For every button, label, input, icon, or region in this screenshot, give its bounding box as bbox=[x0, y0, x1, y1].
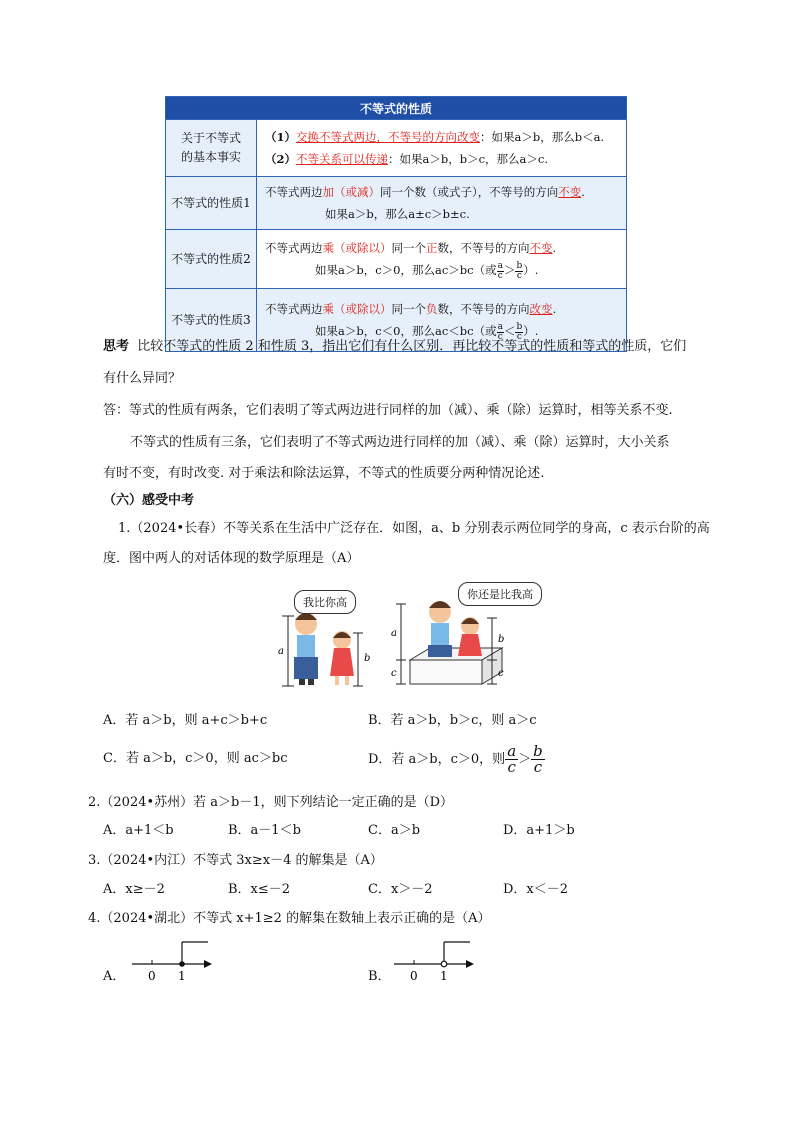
q1-text-2: 度．图中两人的对话体现的数学原理是（A） bbox=[103, 551, 360, 566]
q4-option-a-label: A． bbox=[103, 969, 126, 984]
row-content: （1）交换不等式两边，不等号的方向改变：如果a＞b，那么b＜a. （2）不等关系可以传递：如果a＞b，b＞c，那么a＞c. bbox=[257, 120, 627, 177]
q3-option-a: A．x≥－2 bbox=[103, 882, 165, 897]
think-question-2: 有什么异同？ bbox=[103, 371, 182, 386]
label-b: b bbox=[498, 634, 505, 645]
table-row bbox=[166, 177, 627, 230]
tick-label-0: 0 bbox=[148, 969, 156, 983]
q1-option-b: B．若 a＞b，b＞c，则 a＞c bbox=[368, 713, 537, 728]
q3-option-d: D．x＜－2 bbox=[503, 882, 569, 897]
label-a: a bbox=[278, 646, 284, 657]
q4-text: 4.（2024•湖北）不等式 x+1≥2 的解集在数轴上表示正确的是（A） bbox=[88, 911, 491, 926]
label-a: a bbox=[391, 628, 397, 639]
speech-bubble-left: 我比你高 bbox=[294, 590, 356, 614]
row-label: 不等式的性质1 bbox=[166, 177, 257, 230]
solid-dot-icon bbox=[179, 961, 185, 967]
number-line-a bbox=[128, 938, 218, 990]
table-row bbox=[166, 120, 627, 177]
row-label: 不等式的性质3 bbox=[166, 289, 257, 352]
tick-label-1: 1 bbox=[178, 969, 186, 983]
row-label: 不等式的性质2 bbox=[166, 230, 257, 289]
table-title: 不等式的性质 bbox=[166, 97, 627, 120]
q3-text: 3.（2024•内江）不等式 3x≥x－4 的解集是（A） bbox=[88, 853, 383, 868]
label-c: c bbox=[498, 668, 504, 679]
section-title: （六）感受中考 bbox=[103, 493, 195, 508]
q2-text: 2.（2024•苏州）若 a＞b－1，则下列结论一定正确的是（D） bbox=[88, 795, 454, 810]
hollow-dot-icon bbox=[441, 961, 447, 967]
row-content: 不等式两边加（或减）同一个数（或式子），不等号的方向不变. 如果a＞b，那么a±c＞b±c. bbox=[257, 177, 627, 230]
think-answer-2: 不等式的性质有三条，它们表明了不等式两边进行同样的加（减）、乘（除）运算时，大小关系 bbox=[130, 435, 670, 450]
q4-option-b-label: B． bbox=[368, 969, 391, 984]
tick-label-0: 0 bbox=[410, 969, 418, 983]
q1-option-d: D．若 a＞b，c＞0，则 $\frac{a}{c}$ ＞ $\frac{b}{c}$ bbox=[368, 742, 543, 776]
q2-option-c: C．a＞b bbox=[368, 823, 421, 838]
q1-option-a: A．若 a＞b，则 a+c＞b+c bbox=[103, 713, 268, 728]
properties-table bbox=[165, 96, 627, 352]
q2-option-b: B．a－1＜b bbox=[228, 823, 301, 838]
think-answer-1: 答：等式的性质有两条，它们表明了等式两边进行同样的加（减）、乘（除）运算时，相等关系不变. bbox=[103, 403, 673, 418]
q3-option-c: C．x＞－2 bbox=[368, 882, 433, 897]
speech-bubble-right: 你还是比我高 bbox=[458, 582, 542, 606]
label-b: b bbox=[364, 653, 371, 664]
q1-text-1: 1.（2024•长春）不等关系在生活中广泛存在．如图，a、b 分别表示两位同学的身高，c 表示台阶的高 bbox=[118, 521, 710, 536]
q2-option-a: A．a+1＜b bbox=[103, 823, 174, 838]
q1-option-c: C．若 a＞b，c＞0，则 ac＞bc bbox=[103, 751, 288, 766]
q2-option-d: D．a+1＞b bbox=[503, 823, 575, 838]
label-c: c bbox=[391, 668, 397, 679]
tick-label-1: 1 bbox=[440, 969, 448, 983]
row-content: 不等式两边乘（或除以）同一个正数，不等号的方向不变. 如果a＞b，c＞0，那么ac＞bc（或 $\frac{a}{c}$ ＞ $\frac{b}{c}$ ）. bbox=[257, 230, 627, 289]
q3-option-b: B．x≤－2 bbox=[228, 882, 291, 897]
number-line-b bbox=[390, 938, 480, 990]
think-question-1: 思考 比较不等式的性质 2 和性质 3，指出它们有什么区别．再比较不等式的性质和等式的性质，它们 bbox=[103, 339, 687, 354]
row-content: 不等式两边乘（或除以）同一个负数，不等号的方向改变. 如果a＞b，c＜0，那么ac＜bc（或 $\frac{a}{c}$ ＜ $\frac{b}{c}$ ）. bbox=[257, 289, 627, 352]
think-answer-3: 有时不变，有时改变. 对于乘法和除法运算，不等式的性质要分两种情况论述. bbox=[103, 466, 545, 481]
table-row bbox=[166, 230, 627, 289]
row-label: 关于不等式 的基本事实 bbox=[166, 120, 257, 177]
